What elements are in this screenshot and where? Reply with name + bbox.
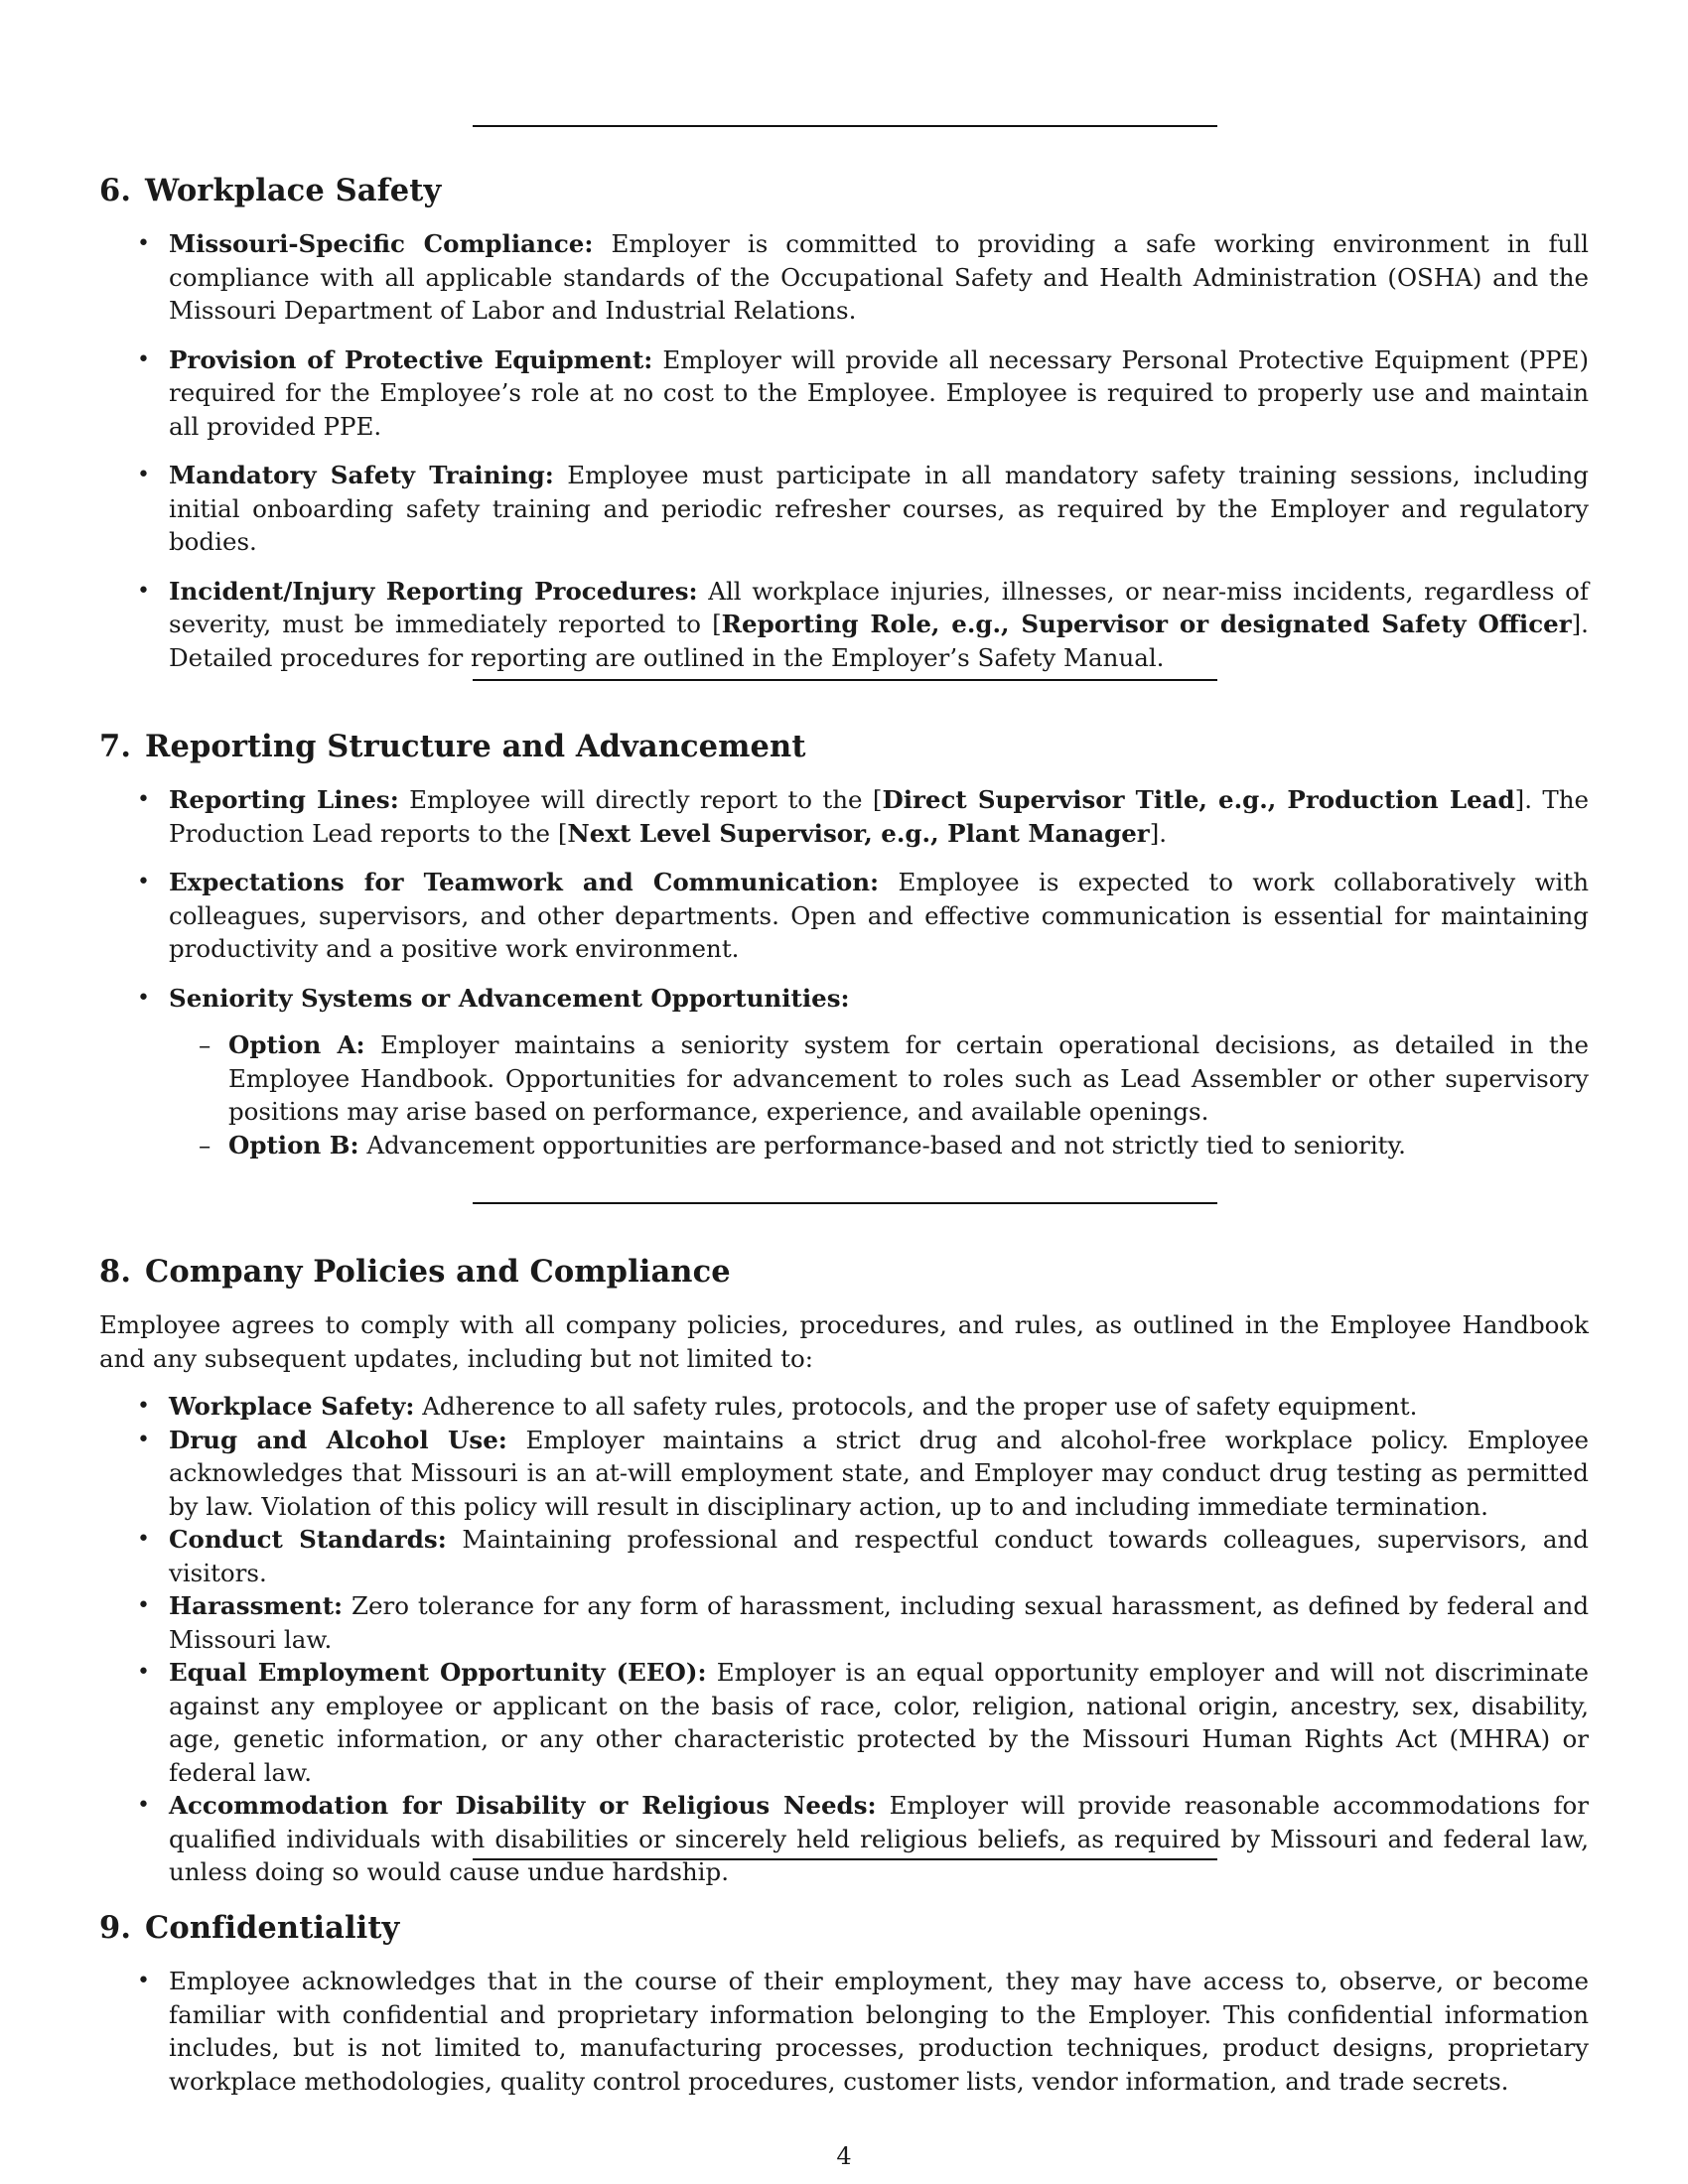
option-item: – Option B: Advancement opportunities are performance-based and not strictly tied to seniority. (169, 1129, 1589, 1162)
reporting-structure-list (99, 783, 1589, 1177)
placeholder-field: Reporting Role, e.g., Supervisor or designated Safety Officer (721, 610, 1572, 638)
section-heading-confidentiality (99, 1910, 399, 1946)
placeholder-field: Direct Supervisor Title, e.g., Production Lead (882, 785, 1515, 814)
list-item: • Missouri-Specific Compliance: Employer is committed to providing a safe working environment in full compliance with all applicable standards of the Occupational Safety and Health Administration (OSHA) and the Missouri Department of Labor and Industrial Relations. (99, 227, 1589, 328)
list-item: • Accommodation for Disability or Religious Needs: Employer will provide reasonable accommodations for qualified individuals with disabilities or sincerely held religious beliefs, as required by Missouri and federal law, unless doing so would cause undue hardship. (99, 1789, 1589, 1889)
workplace-safety-list (99, 227, 1589, 690)
section-title: Company Policies and Compliance (145, 1254, 731, 1290)
section-title: Confidentiality (145, 1910, 400, 1946)
confidentiality-list (99, 1965, 1589, 2114)
section-heading-reporting-structure (99, 729, 806, 764)
section-heading-company-policies (99, 1254, 731, 1290)
section-divider (473, 125, 1217, 127)
list-item: • Conduct Standards: Maintaining professional and respectful conduct towards colleagues, supervisors, and visitors. (99, 1523, 1589, 1589)
section-title: Reporting Structure and Advancement (145, 729, 806, 764)
section-number: 6. (99, 173, 132, 208)
section-heading-workplace-safety (99, 173, 441, 208)
section-number: 7. (99, 729, 132, 764)
list-item: • Employee acknowledges that in the course of their employment, they may have access to, observe, or become familiar with confidential and proprietary information belonging to the Employer. This confidential information includes, but is not limited to, manufacturing processes, production techniques, product designs, proprietary workplace methodologies, quality control procedures, customer lists, vendor information, and trade secrets. (99, 1965, 1589, 2098)
page-number: 4 (836, 2142, 852, 2170)
company-policies-intro: Employee agrees to comply with all company policies, procedures, and rules, as outlined in the Employee Handbook and any subsequent updates, including but not limited to: (99, 1310, 1589, 1373)
list-item: • Workplace Safety: Adherence to all safety rules, protocols, and the proper use of safety equipment. (99, 1390, 1589, 1424)
list-item: • Incident/Injury Reporting Procedures: All workplace injuries, illnesses, or near-miss incidents, regardless of severity, must be immediately reported to [Reporting Role, e.g., Supervisor or designated Safety Officer]. Detailed procedures for reporting are outlined in the Employer’s Safety Manual. (99, 575, 1589, 675)
section-number: 8. (99, 1254, 132, 1290)
list-item: • Expectations for Teamwork and Communication: Employee is expected to work collaboratively with colleagues, supervisors, and other departments. Open and effective communication is essential for maintaining productivity and a positive work environment. (99, 866, 1589, 966)
list-item: • Drug and Alcohol Use: Employer maintains a strict drug and alcohol-free workplace policy. Employee acknowledges that Missouri is an at-will employment state, and Employer may conduct drug testing as permitted by law. Violation of this policy will result in disciplinary action, up to and including immediate termination. (99, 1424, 1589, 1524)
list-item: • Seniority Systems or Advancement Opportunities: – Option A: Employer maintains a seniority system for certain operational decisions, as detailed in the Employee Handbook. Opportunities for advancement to roles such as Lead Assembler or other supervisory positions may arise based on performance, experience, and available openings. – Option B: Advancement opportunities are performance-based and not strictly tied to seniority. (99, 982, 1589, 1162)
company-policies-list (99, 1390, 1589, 1889)
list-item: • Reporting Lines: Employee will directly report to the [Direct Supervisor Title, e.g., Production Lead]. The Production Lead reports to the [Next Level Supervisor, e.g., Plant Manager]. (99, 783, 1589, 850)
section-title: Workplace Safety (145, 173, 442, 208)
option-item: – Option A: Employer maintains a seniority system for certain operational decisions, as detailed in the Employee Handbook. Opportunities for advancement to roles such as Lead Assembler or other supervisory positions may arise based on performance, experience, and available openings. (169, 1028, 1589, 1129)
section-divider (473, 1202, 1217, 1204)
section-number: 9. (99, 1910, 132, 1946)
list-item: • Equal Employment Opportunity (EEO): Employer is an equal opportunity employer and will not discriminate against any employee or applicant on the basis of race, color, religion, national origin, ancestry, sex, disability, age, genetic information, or any other characteristic protected by the Missouri Human Rights Act (MHRA) or federal law. (99, 1656, 1589, 1789)
placeholder-field: Next Level Supervisor, e.g., Plant Manager (567, 818, 1150, 848)
list-item: • Mandatory Safety Training: Employee must participate in all mandatory safety training sessions, including initial onboarding safety training and periodic refresher courses, as required by the Employer and regulatory bodies. (99, 459, 1589, 559)
advancement-options (169, 1028, 1589, 1161)
list-item: • Harassment: Zero tolerance for any form of harassment, including sexual harassment, as defined by federal and Missouri law. (99, 1589, 1589, 1656)
list-item: • Provision of Protective Equipment: Employer will provide all necessary Personal Protective Equipment (PPE) required for the Employee’s role at no cost to the Employee. Employee is required to properly use and maintain all provided PPE. (99, 343, 1589, 444)
